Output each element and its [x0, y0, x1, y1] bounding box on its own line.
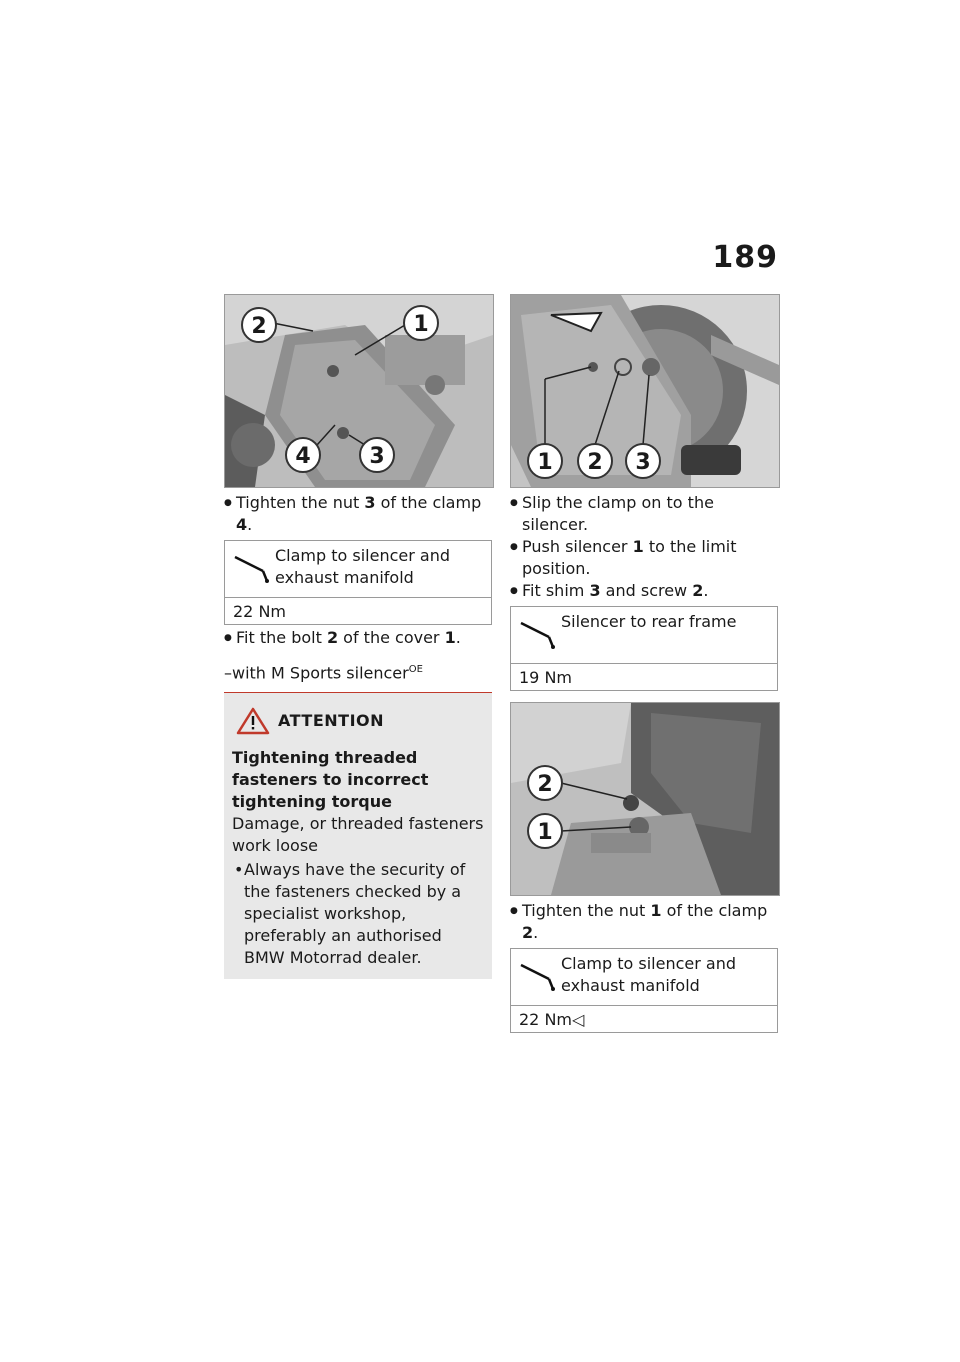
- callout-label: 3: [369, 444, 385, 469]
- right-column-top: [510, 492, 778, 693]
- variant-heading: [224, 659, 492, 684]
- torque-spec: [224, 540, 492, 625]
- step-text: .: [247, 515, 253, 534]
- torque-wrench-icon: [519, 961, 559, 991]
- step-tighten-nut: [224, 492, 492, 536]
- attention-headline: Tightening threaded fasteners to incorrect tightening torque: [232, 748, 429, 812]
- page-number: 189: [712, 240, 778, 275]
- torque-value: 22 Nm: [233, 602, 286, 621]
- step-fit-bolt: [224, 627, 492, 649]
- figure-silencer: [510, 294, 780, 488]
- step-tighten-nut-2: [510, 900, 778, 944]
- step-fit-shim: [510, 580, 778, 602]
- torque-spec: [510, 606, 778, 691]
- torque-value: 22 Nm◁: [519, 1010, 585, 1029]
- step-text: of the clamp: [661, 901, 768, 920]
- callout-label: 2: [251, 314, 267, 339]
- step-ref: 3: [589, 581, 601, 600]
- step-text: of the clamp: [375, 493, 482, 512]
- step-ref: 3: [364, 493, 376, 512]
- figure-cover-clamp-illustration: [225, 295, 493, 487]
- step-text: Tighten the nut: [236, 493, 365, 512]
- step-ref: 1: [444, 628, 456, 647]
- step-slip-clamp: ● Slip the clamp on to the silencer.: [510, 492, 778, 536]
- variant-sup: OE: [408, 664, 423, 675]
- step-ref: 1: [632, 537, 644, 556]
- figure-clamp-nut-illustration: [511, 703, 779, 895]
- attention-header: [236, 707, 484, 735]
- figure-cover-clamp: [224, 294, 494, 488]
- callout-label: 3: [635, 450, 651, 475]
- attention-box: [224, 692, 492, 979]
- torque-wrench-icon: [519, 619, 559, 649]
- torque-spec-header: [511, 949, 777, 1006]
- step-text: of the cover: [338, 628, 445, 647]
- step-text: Tighten the nut: [522, 901, 651, 920]
- variant-text: –with M Sports silencer: [224, 663, 409, 683]
- step-ref: 2: [692, 581, 704, 600]
- torque-value: 19 Nm: [519, 668, 572, 687]
- attention-instruction: • Always have the security of the fasteners checked by a specialist workshop, preferably an authorised BMW Motorrad dealer.: [232, 859, 484, 969]
- step-text: to the limit position.: [522, 537, 737, 578]
- step-ref: 2: [522, 923, 534, 942]
- step-text: Fit shim: [522, 581, 590, 600]
- torque-wrench-icon: [233, 553, 273, 583]
- step-text: .: [533, 923, 539, 942]
- step-text: Fit the bolt: [236, 628, 327, 647]
- figure-clamp-nut: [510, 702, 780, 896]
- step-text: .: [455, 628, 461, 647]
- torque-spec: [510, 948, 778, 1033]
- callout-label: 1: [537, 450, 553, 475]
- callout-label: 2: [587, 450, 603, 475]
- step-text: .: [703, 581, 709, 600]
- step-text: Push silencer: [522, 537, 633, 556]
- right-column-bottom: [510, 900, 778, 1035]
- torque-label: Clamp to silencer and exhaust manifold: [275, 546, 451, 587]
- step-ref: 4: [236, 515, 248, 534]
- warning-triangle-icon: [236, 707, 270, 735]
- callout-label: 4: [295, 444, 311, 469]
- attention-title: ATTENTION: [278, 711, 385, 731]
- step-ref: 2: [326, 628, 339, 647]
- step-push-silencer: [510, 536, 778, 580]
- torque-label: Clamp to silencer and exhaust manifold: [561, 954, 737, 995]
- figure-silencer-illustration: [511, 295, 779, 487]
- callout-label: 2: [537, 772, 553, 797]
- left-column: [224, 492, 492, 979]
- attention-consequence: Damage, or threaded fasteners work loose: [232, 814, 484, 856]
- torque-spec-header: [511, 607, 777, 664]
- torque-label: Silencer to rear frame: [561, 612, 737, 631]
- callout-label: 1: [537, 820, 553, 845]
- torque-spec-header: [225, 541, 491, 598]
- step-text: and screw: [600, 581, 693, 600]
- callout-label: 1: [413, 312, 429, 337]
- step-ref: 1: [650, 901, 662, 920]
